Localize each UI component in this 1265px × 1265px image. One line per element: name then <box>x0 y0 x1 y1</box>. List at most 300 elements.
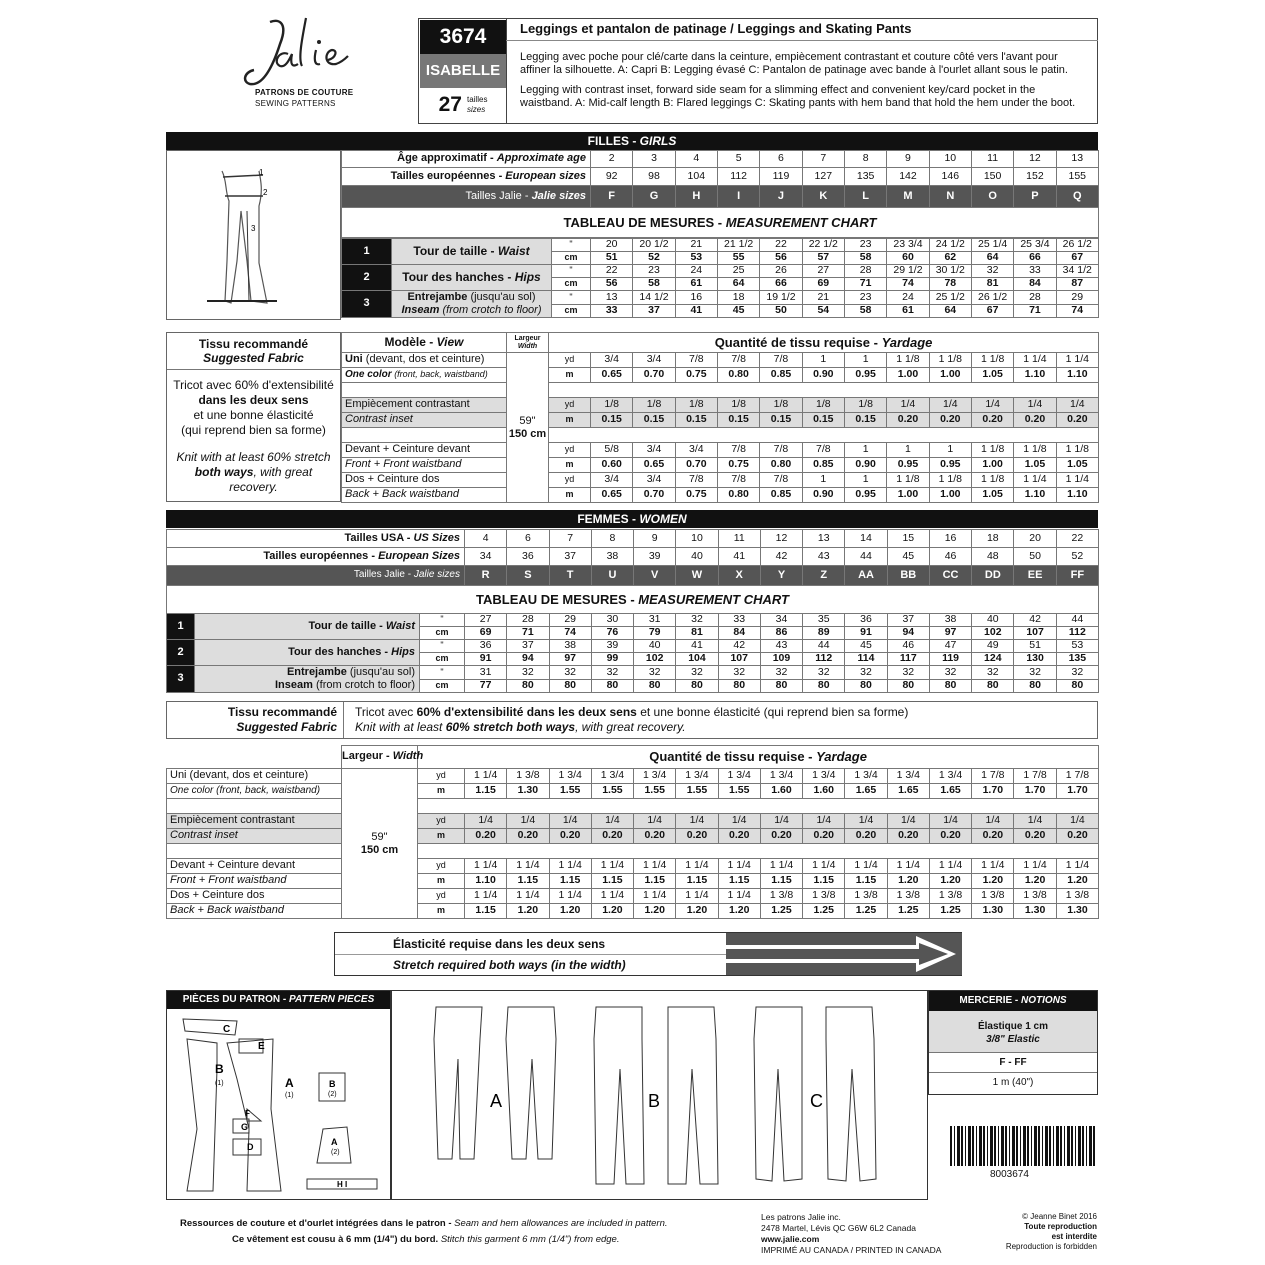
table-cell: m <box>418 784 465 799</box>
table-cell: 43 <box>760 640 802 653</box>
table-cell: 37 <box>887 614 929 627</box>
table-cell: 32 <box>507 666 549 680</box>
table-cell: Largeur Width <box>507 333 549 353</box>
table-cell: 48 <box>972 548 1014 566</box>
table-cell: 0.85 <box>760 488 802 503</box>
table-cell: 11 <box>971 151 1013 168</box>
table-cell: 1.15 <box>676 874 718 889</box>
table-cell: cm <box>420 679 465 693</box>
table-cell: 1 3/4 <box>887 769 929 784</box>
table-cell: 1/8 <box>844 398 886 413</box>
table-cell: 5/8 <box>591 443 633 458</box>
table-cell: 1/4 <box>971 398 1013 413</box>
table-cell: " <box>552 239 591 252</box>
table-cell: 0.95 <box>844 368 886 383</box>
girls-size-table <box>341 150 1099 238</box>
table-cell: 32 <box>676 614 718 627</box>
table-cell: 58 <box>844 304 886 318</box>
table-cell: 53 <box>1056 640 1098 653</box>
table-cell: 1 3/4 <box>929 769 971 784</box>
table-cell: EE <box>1014 566 1056 586</box>
table-cell: P <box>1014 186 1056 208</box>
table-cell: 9 <box>634 530 676 548</box>
table-cell: 0.80 <box>717 488 759 503</box>
table-cell: 0.65 <box>633 458 675 473</box>
table-cell: 22 <box>591 265 633 278</box>
table-cell: 25 3/4 <box>1014 239 1056 252</box>
table-cell: 49 <box>972 640 1014 653</box>
table-cell: Quantité de tissu requise - Yardage <box>549 333 1099 353</box>
women-size-table <box>166 529 1099 614</box>
table-cell: 1.20 <box>929 874 971 889</box>
table-cell: TABLEAU DE MESURES - MEASUREMENT CHART <box>167 586 1099 614</box>
table-cell: 32 <box>1056 666 1098 680</box>
table-cell: 44 <box>1056 614 1098 627</box>
table-cell: K <box>802 186 844 208</box>
table-cell: 32 <box>803 666 845 680</box>
table-cell: 1/8 <box>802 398 844 413</box>
brand-subtitle-fr: PATRONS DE COUTURE <box>255 88 354 97</box>
table-cell: 32 <box>676 666 718 680</box>
table-cell: 1.15 <box>803 874 845 889</box>
table-cell: 3 <box>167 666 195 693</box>
table-cell: 56 <box>591 278 633 291</box>
table-cell: 28 <box>1014 291 1056 305</box>
women-measurement-table <box>166 613 1099 693</box>
body-measurement-figure <box>167 151 342 321</box>
table-cell: 2 <box>591 151 633 168</box>
table-cell: cm <box>552 252 591 265</box>
table-cell: 80 <box>972 679 1014 693</box>
table-cell: One color (front, back, waistband) <box>342 368 507 383</box>
table-cell: 1 3/8 <box>803 889 845 904</box>
table-cell: 7/8 <box>675 473 717 488</box>
table-cell: cm <box>552 278 591 291</box>
table-cell: 7 <box>549 530 591 548</box>
table-cell: 0.20 <box>1056 413 1098 428</box>
table-cell: 146 <box>929 168 971 186</box>
table-cell: 1/4 <box>549 814 591 829</box>
table-cell: 1.00 <box>929 368 971 383</box>
table-cell: 1 1/4 <box>887 859 929 874</box>
table-cell: 66 <box>760 278 802 291</box>
sizes-en: sizes <box>466 105 486 114</box>
table-cell: 1 7/8 <box>1014 769 1056 784</box>
table-cell: 23 <box>844 239 886 252</box>
table-cell: 1 1/4 <box>634 889 676 904</box>
svg-text:3: 3 <box>251 224 256 233</box>
pattern-number: 3674 <box>420 20 506 54</box>
table-cell: 31 <box>634 614 676 627</box>
table-cell: 30 1/2 <box>929 265 971 278</box>
table-cell: 1 1/4 <box>591 859 633 874</box>
table-cell: 20 1/2 <box>633 239 675 252</box>
table-cell: 1/4 <box>634 814 676 829</box>
table-cell: 1 1/4 <box>465 859 507 874</box>
table-cell: 1.05 <box>1014 458 1056 473</box>
barcode <box>950 1126 1095 1186</box>
table-cell: DD <box>972 566 1014 586</box>
table-cell: 7/8 <box>802 443 844 458</box>
table-cell: 1.20 <box>676 904 718 919</box>
table-cell: " <box>420 614 465 627</box>
table-cell: 1 1/4 <box>591 889 633 904</box>
table-cell: 0.20 <box>887 829 929 844</box>
pattern-desc-fr: Legging avec poche pour clé/carte dans la ceinture, empiècement contrastant et couture côté vers l'avant pour affiner la silhouette. A: Capri B: Legging évasé C: Pantalon de patinage avec bande à l'ourlet allant sous le patin. <box>520 51 1068 76</box>
table-cell: 10 <box>676 530 718 548</box>
table-cell: 1 1/8 <box>929 473 971 488</box>
table-cell: 0.20 <box>1056 829 1098 844</box>
table-cell: 1 1/4 <box>1014 473 1056 488</box>
table-cell: 142 <box>887 168 929 186</box>
table-cell: m <box>549 488 591 503</box>
table-cell: Q <box>1056 186 1098 208</box>
table-cell: 1.10 <box>1056 368 1098 383</box>
table-cell: 0.90 <box>802 488 844 503</box>
table-cell: 0.20 <box>845 829 887 844</box>
table-cell: 1 1/8 <box>971 443 1013 458</box>
table-cell: 1.00 <box>887 368 929 383</box>
table-cell: 0.15 <box>591 413 633 428</box>
table-cell: 69 <box>465 627 507 640</box>
table-cell: 0.20 <box>803 829 845 844</box>
table-cell: 81 <box>971 278 1013 291</box>
table-cell: 1 <box>167 614 195 640</box>
table-cell: Largeur - Width <box>342 746 418 769</box>
table-cell: 27 <box>802 265 844 278</box>
table-cell: 1 <box>802 353 844 368</box>
table-cell: 16 <box>675 291 717 305</box>
table-cell: 150 <box>971 168 1013 186</box>
table-cell: 1 3/8 <box>845 889 887 904</box>
table-cell: 57 <box>802 252 844 265</box>
table-cell: 8 <box>591 530 633 548</box>
table-cell: 22 <box>760 239 802 252</box>
table-cell: 1.10 <box>1014 368 1056 383</box>
table-cell <box>342 383 507 398</box>
table-cell: 32 <box>1014 666 1056 680</box>
brand-logo <box>240 14 390 114</box>
table-cell: 32 <box>887 666 929 680</box>
table-cell: 1 1/8 <box>971 473 1013 488</box>
table-cell: 1/4 <box>1014 814 1056 829</box>
table-cell: 1.65 <box>845 784 887 799</box>
table-cell: 1 1/8 <box>929 353 971 368</box>
table-cell: 1.00 <box>929 488 971 503</box>
table-cell: 71 <box>1014 304 1056 318</box>
table-cell: 25 1/4 <box>971 239 1013 252</box>
table-cell: 36 <box>507 548 549 566</box>
table-cell: 0.15 <box>760 413 802 428</box>
table-cell: 61 <box>887 304 929 318</box>
table-cell: 29 1/2 <box>887 265 929 278</box>
table-cell: 97 <box>929 627 971 640</box>
table-cell: 0.20 <box>1014 413 1056 428</box>
table-cell: 55 <box>717 252 759 265</box>
pattern-name: ISABELLE <box>420 54 506 88</box>
table-cell: 9 <box>887 151 929 168</box>
table-cell: 0.20 <box>676 829 718 844</box>
stretch-text-en: Stretch required both ways (in the width) <box>393 958 626 972</box>
table-cell: BB <box>887 566 929 586</box>
table-cell: 41 <box>675 304 717 318</box>
table-cell: 80 <box>1056 679 1098 693</box>
table-cell: 1 1/4 <box>845 859 887 874</box>
table-cell: 0.85 <box>760 368 802 383</box>
table-cell: 29 <box>1056 291 1098 305</box>
table-cell: 1/8 <box>717 398 759 413</box>
table-cell: 0.20 <box>1014 829 1056 844</box>
table-cell: V <box>634 566 676 586</box>
table-cell: 67 <box>971 304 1013 318</box>
table-cell: M <box>887 186 929 208</box>
table-cell: 1.15 <box>634 874 676 889</box>
table-cell: 1 1/4 <box>929 859 971 874</box>
table-cell: 0.95 <box>844 488 886 503</box>
table-cell: 60 <box>887 252 929 265</box>
table-cell: 7/8 <box>760 443 802 458</box>
table-cell: 1.15 <box>845 874 887 889</box>
table-cell: 1.20 <box>1014 874 1056 889</box>
table-cell: 1.55 <box>718 784 760 799</box>
table-cell: 26 1/2 <box>971 291 1013 305</box>
table-cell: 152 <box>1014 168 1056 186</box>
table-cell: 24 1/2 <box>929 239 971 252</box>
table-cell: 13 <box>803 530 845 548</box>
table-cell: 40 <box>634 640 676 653</box>
table-cell: 1.10 <box>1014 488 1056 503</box>
table-cell: 124 <box>972 653 1014 666</box>
table-cell: Z <box>803 566 845 586</box>
table-cell: m <box>549 413 591 428</box>
table-cell: 1 3/4 <box>760 769 802 784</box>
table-cell: 33 <box>718 614 760 627</box>
table-cell: 7/8 <box>717 443 759 458</box>
table-cell: Tour des hanches - Hips <box>392 265 552 291</box>
table-cell: 0.20 <box>887 413 929 428</box>
table-cell: yd <box>418 769 465 784</box>
table-cell: 1 3/8 <box>1056 889 1098 904</box>
table-cell: 80 <box>634 679 676 693</box>
table-cell <box>167 746 342 769</box>
table-cell: 37 <box>633 304 675 318</box>
table-cell: m <box>418 829 465 844</box>
table-cell: 7/8 <box>675 353 717 368</box>
table-cell <box>167 799 342 814</box>
table-cell: 41 <box>718 548 760 566</box>
table-cell: 74 <box>549 627 591 640</box>
table-cell: 28 <box>507 614 549 627</box>
table-cell: 59" 150 cm <box>507 353 549 503</box>
barcode-number: 8003674 <box>990 1169 1029 1180</box>
girls-yardage-table <box>341 332 1099 503</box>
table-cell: 1 3/8 <box>929 889 971 904</box>
table-cell: 51 <box>1014 640 1056 653</box>
svg-text:F: F <box>245 1109 250 1118</box>
table-cell: 23 <box>844 291 886 305</box>
table-cell: 1.20 <box>549 904 591 919</box>
table-cell: 84 <box>718 627 760 640</box>
table-cell: 130 <box>1014 653 1056 666</box>
table-cell: 76 <box>591 627 633 640</box>
table-cell: 40 <box>676 548 718 566</box>
table-cell: 78 <box>929 278 971 291</box>
table-cell: 1/8 <box>760 398 802 413</box>
table-cell: 50 <box>760 304 802 318</box>
table-cell: 35 <box>803 614 845 627</box>
table-cell: 32 <box>760 666 802 680</box>
table-cell: 0.20 <box>549 829 591 844</box>
table-cell: 135 <box>844 168 886 186</box>
table-cell: 1.20 <box>1056 874 1098 889</box>
table-cell: 80 <box>887 679 929 693</box>
table-cell: 29 <box>549 614 591 627</box>
table-cell: 1.55 <box>676 784 718 799</box>
table-cell: F <box>591 186 633 208</box>
table-cell: 1 <box>844 443 886 458</box>
table-cell: 102 <box>634 653 676 666</box>
table-cell: Back + Back waistband <box>342 488 507 503</box>
table-cell: Entrejambe (jusqu'au sol) Inseam (from crotch to floor) <box>392 291 552 318</box>
table-cell: 1/4 <box>676 814 718 829</box>
table-cell: 112 <box>717 168 759 186</box>
table-cell: 3 <box>342 291 392 318</box>
table-cell: 1.30 <box>1014 904 1056 919</box>
table-cell: 1 3/4 <box>845 769 887 784</box>
table-cell: 1.20 <box>887 874 929 889</box>
table-cell: 0.20 <box>929 829 971 844</box>
table-cell: 1.05 <box>1056 458 1098 473</box>
svg-text:(2): (2) <box>331 1149 340 1156</box>
table-cell: L <box>844 186 886 208</box>
table-cell: Empiècement contrastant <box>167 814 342 829</box>
table-cell: 0.15 <box>802 413 844 428</box>
svg-text:E: E <box>258 1041 265 1052</box>
table-cell: T <box>549 566 591 586</box>
table-cell: 33 <box>1014 265 1056 278</box>
table-cell: 39 <box>634 548 676 566</box>
table-cell: Devant + Ceinture devant <box>342 443 507 458</box>
table-cell: 1 3/8 <box>972 889 1014 904</box>
table-cell: 45 <box>845 640 887 653</box>
table-cell: 59" 150 cm <box>342 769 418 919</box>
table-cell: 1 1/4 <box>676 889 718 904</box>
table-cell: 42 <box>1014 614 1056 627</box>
table-cell: 38 <box>591 548 633 566</box>
table-cell: 1.25 <box>760 904 802 919</box>
table-cell: 1/4 <box>845 814 887 829</box>
table-cell: 1 <box>929 443 971 458</box>
table-cell: 2 <box>167 640 195 666</box>
table-cell: 80 <box>845 679 887 693</box>
table-cell: 1 <box>844 473 886 488</box>
table-cell: 32 <box>845 666 887 680</box>
table-cell: 0.85 <box>802 458 844 473</box>
table-cell: O <box>971 186 1013 208</box>
table-cell: 0.95 <box>929 458 971 473</box>
table-cell: Tour de taille - Waist <box>392 239 552 265</box>
eu-size-label: Tailles européennes - European sizes <box>342 168 591 186</box>
stretch-arrow-icon <box>726 933 962 975</box>
table-cell: 1.55 <box>549 784 591 799</box>
table-cell: 1/4 <box>507 814 549 829</box>
table-cell: 1.55 <box>634 784 676 799</box>
table-cell: 1.25 <box>803 904 845 919</box>
table-cell: 64 <box>929 304 971 318</box>
table-cell: 52 <box>1056 548 1098 566</box>
table-cell: 0.75 <box>675 368 717 383</box>
table-cell: 1.15 <box>465 904 507 919</box>
girls-measurement-table <box>341 238 1099 318</box>
table-cell: 1 1/4 <box>634 859 676 874</box>
table-cell: 1 3/4 <box>549 769 591 784</box>
table-cell: 13 <box>1056 151 1098 168</box>
table-cell: 94 <box>507 653 549 666</box>
table-cell: " <box>552 265 591 278</box>
table-cell: 1.30 <box>972 904 1014 919</box>
table-cell: Uni (devant, dos et ceinture) <box>342 353 507 368</box>
table-cell: 42 <box>718 640 760 653</box>
table-cell: 0.80 <box>717 368 759 383</box>
pattern-pieces-panel: PIÈCES DU PATRON - PATTERN PIECES C E B (1) A (1) B (2) F G D A (2) H I <box>166 990 391 1200</box>
table-cell: 23 <box>633 265 675 278</box>
table-cell: 58 <box>633 278 675 291</box>
table-cell: Uni (devant, dos et ceinture) <box>167 769 342 784</box>
svg-text:2: 2 <box>263 188 268 197</box>
table-cell: yd <box>549 443 591 458</box>
brand-subtitle-en: SEWING PATTERNS <box>255 99 336 108</box>
table-cell: 30 <box>591 614 633 627</box>
stretch-banner <box>334 932 962 976</box>
table-cell: 1/4 <box>591 814 633 829</box>
table-cell: 109 <box>760 653 802 666</box>
table-cell: m <box>418 904 465 919</box>
table-cell: 0.20 <box>972 829 1014 844</box>
table-cell: 1.20 <box>591 904 633 919</box>
table-cell: 6 <box>760 151 802 168</box>
table-cell: 1/4 <box>1014 398 1056 413</box>
table-cell: 107 <box>718 653 760 666</box>
table-cell: 1.15 <box>507 874 549 889</box>
table-cell: 71 <box>507 627 549 640</box>
women-yardage-table <box>166 745 1099 919</box>
table-cell: " <box>552 291 591 305</box>
table-cell: 2 <box>342 265 392 291</box>
table-cell: 52 <box>633 252 675 265</box>
table-cell: 80 <box>760 679 802 693</box>
table-cell: 19 1/2 <box>760 291 802 305</box>
table-cell: 1 7/8 <box>1056 769 1098 784</box>
table-cell: 23 3/4 <box>887 239 929 252</box>
table-cell: 80 <box>507 679 549 693</box>
table-cell: Tailles USA - US Sizes <box>167 530 465 548</box>
table-cell: 74 <box>1056 304 1098 318</box>
table-cell: 54 <box>802 304 844 318</box>
table-cell: 1 3/8 <box>760 889 802 904</box>
table-cell: 32 <box>591 666 633 680</box>
table-cell: 1.70 <box>1056 784 1098 799</box>
table-cell: yd <box>418 859 465 874</box>
table-cell: 32 <box>971 265 1013 278</box>
women-header: FEMMES - WOMEN <box>166 510 1098 528</box>
table-cell: yd <box>549 353 591 368</box>
table-cell: 1.20 <box>972 874 1014 889</box>
table-cell: 1.15 <box>718 874 760 889</box>
svg-text:(1): (1) <box>285 1092 294 1099</box>
table-cell: 61 <box>675 278 717 291</box>
table-cell: 104 <box>675 168 717 186</box>
table-cell: 34 1/2 <box>1056 265 1098 278</box>
